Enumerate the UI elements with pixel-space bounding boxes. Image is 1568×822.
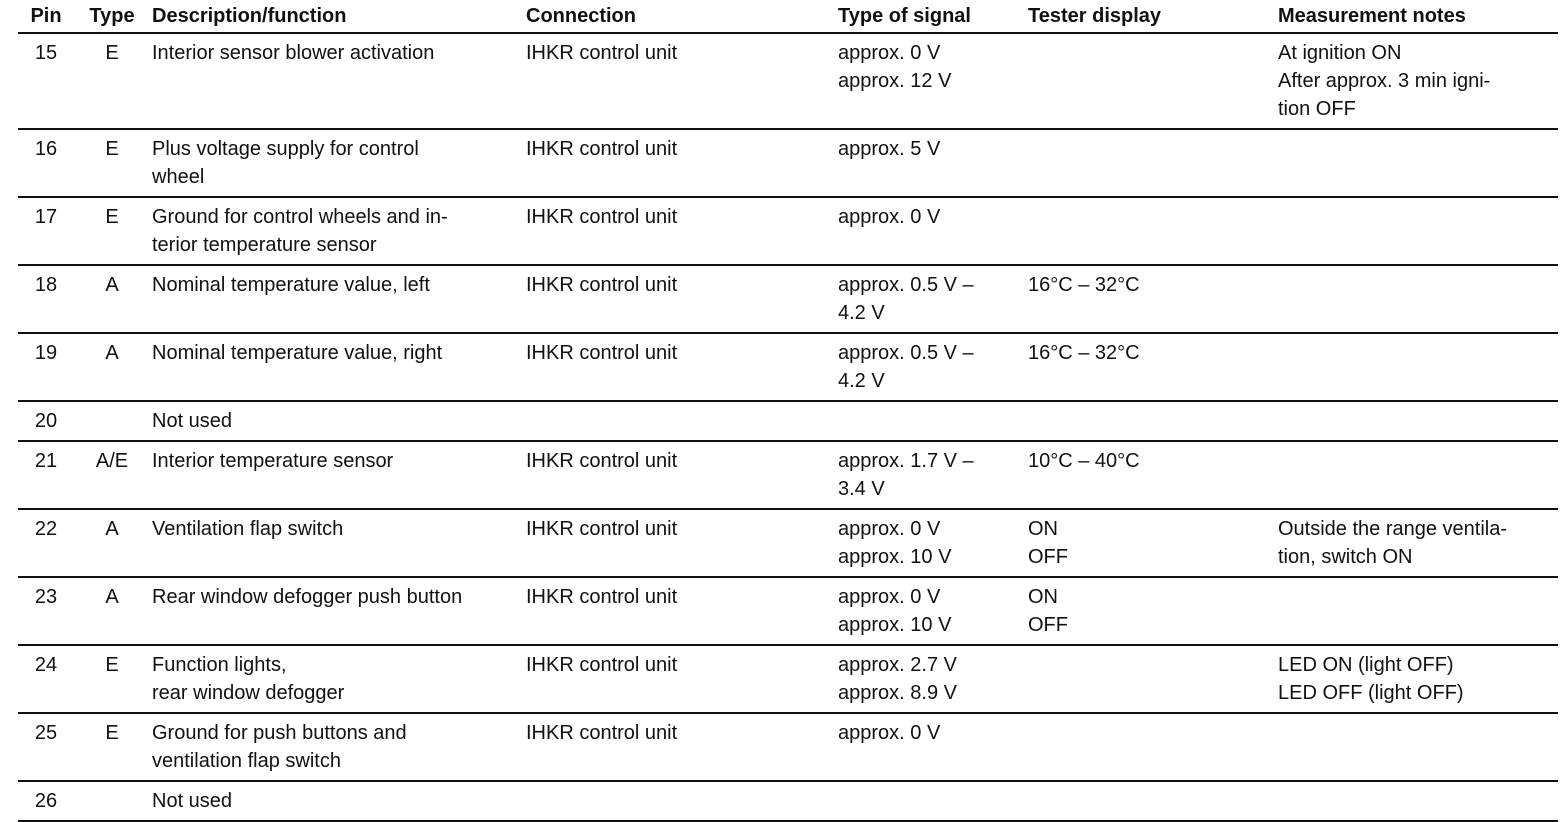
table-row [18,713,1558,781]
description-cell: Nominal temperature value, left [150,265,524,333]
measurement-notes-cell [1276,129,1558,197]
measurement-notes-cell: LED ON (light OFF) LED OFF (light OFF) [1276,645,1558,713]
description-cell: Not used [150,781,524,821]
header-description: Description/function [150,0,524,33]
pin-cell: 18 [18,265,74,333]
header-connection: Connection [524,0,836,33]
pin-cell: 22 [18,509,74,577]
description-cell: Ventilation flap switch [150,509,524,577]
type-cell: A [74,509,150,577]
pin-cell: 19 [18,333,74,401]
signal-cell: approx. 0 V approx. 12 V [836,33,1026,129]
pin-cell: 15 [18,33,74,129]
table-row [18,781,1558,821]
signal-cell: approx. 1.7 V – 3.4 V [836,441,1026,509]
type-cell: E [74,713,150,781]
measurement-notes-cell [1276,401,1558,441]
connection-cell: IHKR control unit [524,197,836,265]
description-cell: Interior sensor blower activation [150,33,524,129]
pin-cell: 16 [18,129,74,197]
type-cell [74,781,150,821]
tester-display-cell [1026,645,1276,713]
measurement-notes-cell: Outside the range ventila- tion, switch ON [1276,509,1558,577]
table-row [18,33,1558,129]
connection-cell: IHKR control unit [524,645,836,713]
tester-display-cell: ON OFF [1026,509,1276,577]
measurement-notes-cell [1276,265,1558,333]
pin-cell: 24 [18,645,74,713]
tester-display-cell [1026,197,1276,265]
tester-display-cell [1026,129,1276,197]
signal-cell: approx. 0 V [836,713,1026,781]
description-cell: Ground for control wheels and in- terior temperature sensor [150,197,524,265]
pin-cell: 26 [18,781,74,821]
table-row [18,129,1558,197]
signal-cell [836,401,1026,441]
connection-cell: IHKR control unit [524,577,836,645]
measurement-notes-cell [1276,441,1558,509]
tester-display-cell: ON OFF [1026,577,1276,645]
tester-display-cell [1026,401,1276,441]
description-cell: Nominal temperature value, right [150,333,524,401]
connection-cell: IHKR control unit [524,129,836,197]
table-row [18,401,1558,441]
signal-cell: approx. 5 V [836,129,1026,197]
measurement-notes-cell [1276,781,1558,821]
measurement-notes-cell [1276,577,1558,645]
connection-cell [524,401,836,441]
pin-cell: 23 [18,577,74,645]
header-type: Type [74,0,150,33]
type-cell [74,401,150,441]
description-cell: Plus voltage supply for control wheel [150,129,524,197]
type-cell: A [74,265,150,333]
measurement-notes-cell [1276,197,1558,265]
tester-display-cell: 16°C – 32°C [1026,265,1276,333]
measurement-notes-cell: At ignition ON After approx. 3 min igni- tion OFF [1276,33,1558,129]
description-cell: Interior temperature sensor [150,441,524,509]
type-cell: E [74,33,150,129]
signal-cell: approx. 0 V approx. 10 V [836,509,1026,577]
tester-display-cell [1026,33,1276,129]
pin-cell: 20 [18,401,74,441]
table-row [18,441,1558,509]
type-cell: A/E [74,441,150,509]
header-pin: Pin [18,0,74,33]
connection-cell: IHKR control unit [524,333,836,401]
pin-cell: 21 [18,441,74,509]
signal-cell: approx. 0.5 V – 4.2 V [836,333,1026,401]
signal-cell [836,781,1026,821]
description-cell: Ground for push buttons and ventilation flap switch [150,713,524,781]
header-notes: Measurement notes [1276,0,1558,33]
connection-cell: IHKR control unit [524,33,836,129]
table-row [18,197,1558,265]
signal-cell: approx. 0 V [836,197,1026,265]
pin-cell: 17 [18,197,74,265]
header-signal: Type of signal [836,0,1026,33]
measurement-notes-cell [1276,333,1558,401]
connection-cell [524,781,836,821]
type-cell: E [74,129,150,197]
tester-display-cell: 10°C – 40°C [1026,441,1276,509]
connection-cell: IHKR control unit [524,509,836,577]
signal-cell: approx. 0.5 V – 4.2 V [836,265,1026,333]
type-cell: A [74,577,150,645]
type-cell: E [74,645,150,713]
tester-display-cell: 16°C – 32°C [1026,333,1276,401]
connection-cell: IHKR control unit [524,713,836,781]
table-row [18,333,1558,401]
signal-cell: approx. 0 V approx. 10 V [836,577,1026,645]
header-row [18,0,1558,33]
description-cell: Not used [150,401,524,441]
connection-cell: IHKR control unit [524,441,836,509]
header-tester: Tester display [1026,0,1276,33]
signal-cell: approx. 2.7 V approx. 8.9 V [836,645,1026,713]
pin-assignment-table [18,0,1558,822]
table-row [18,265,1558,333]
table-row [18,577,1558,645]
pin-cell: 25 [18,713,74,781]
description-cell: Rear window defogger push button [150,577,524,645]
connection-cell: IHKR control unit [524,265,836,333]
tester-display-cell [1026,713,1276,781]
description-cell: Function lights, rear window defogger [150,645,524,713]
measurement-notes-cell [1276,713,1558,781]
table-row [18,645,1558,713]
type-cell: E [74,197,150,265]
table-row [18,509,1558,577]
type-cell: A [74,333,150,401]
tester-display-cell [1026,781,1276,821]
